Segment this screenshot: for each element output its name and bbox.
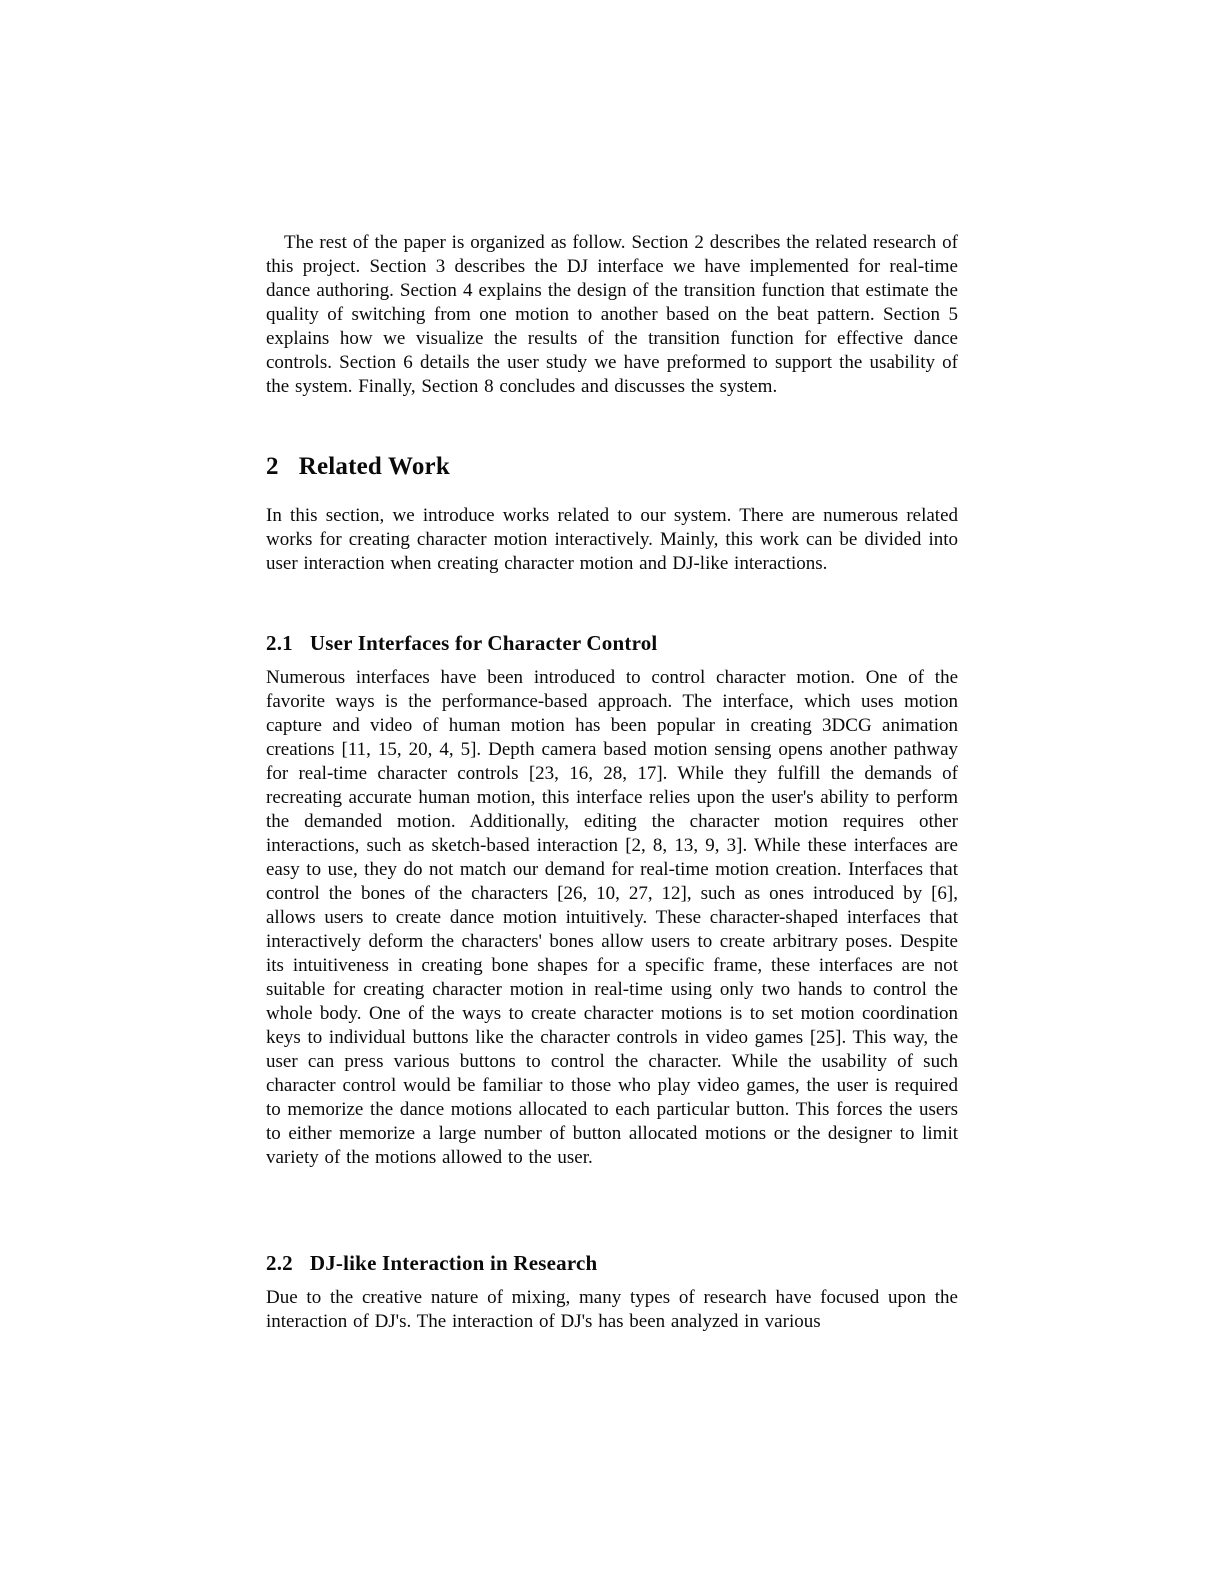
section-intro-paragraph: In this section, we introduce works related to our system. There are numerous related works for creating character motion interactively. Mainly, this work can be divided into user interaction when creating character motion and DJ-like interactions. [266, 505, 958, 574]
subsection-number: 2.2 [266, 1251, 293, 1275]
subsection-heading-dj-interaction [266, 1251, 958, 1275]
section-heading-related-work [266, 453, 958, 481]
subsection-title: User Interfaces for Character Control [309, 631, 658, 655]
section-title: Related Work [298, 453, 450, 480]
subsection-body-user-interfaces: Numerous interfaces have been introduced to control character motion. One of the favorite ways is the performance-based approach. The interface, which uses motion capture and video of human motion has been popular in creating 3DCG animation creations [11, 15, 20, 4, 5]. Depth camera based motion sensing opens another pathway for real-time character controls [23, 16, 28, 17]. While they fulfill the demands of recreating accurate human motion, this interface relies upon the user's ability to perform the demanded motion. Additionally, editing the character motion requires other interactions, such as sketch-based interaction [2, 8, 13, 9, 3]. While these interfaces are easy to use, they do not match our demand for real-time motion creation. Interfaces that control the bones of the characters [26, 10, 27, 12], such as ones introduced by [6], allows users to create dance motion intuitively. These character-shaped interfaces that interactively deform the characters' bones allow users to create arbitrary poses. Despite its intuitiveness in creating bone shapes for a specific frame, these interfaces are not suitable for creating character motion in real-time using only two hands to control the whole body. One of the ways to create character motions is to set motion coordination keys to individual buttons like the character controls in video games [25]. This way, the user can press various buttons to control the character. While the usability of such character control would be familiar to those who play video games, the user is required to memorize the dance motions allocated to each particular button. This forces the users to either memorize a large number of button allocated motions or the designer to limit variety of the motions allowed to the user. [266, 667, 958, 1168]
subsection-number: 2.1 [266, 631, 293, 655]
subsection-title: DJ-like Interaction in Research [309, 1251, 598, 1275]
subsection-body-dj-interaction: Due to the creative nature of mixing, many types of research have focused upon the interaction of DJ's. The interaction of DJ's has been analyzed in various [266, 1287, 958, 1332]
section-number: 2 [266, 453, 279, 480]
intro-paragraph: The rest of the paper is organized as follow. Section 2 describes the related research of this project. Section 3 describes the DJ interface we have implemented for real-time dance authoring. Section 4 explains the design of the transition function that estimate the quality of switching from one motion to another based on the beat pattern. Section 5 explains how we visualize the results of the transition function for effective dance controls. Section 6 details the user study we have preformed to support the usability of the system. Finally, Section 8 concludes and discusses the system. [266, 232, 958, 397]
subsection-heading-user-interfaces [266, 631, 958, 655]
